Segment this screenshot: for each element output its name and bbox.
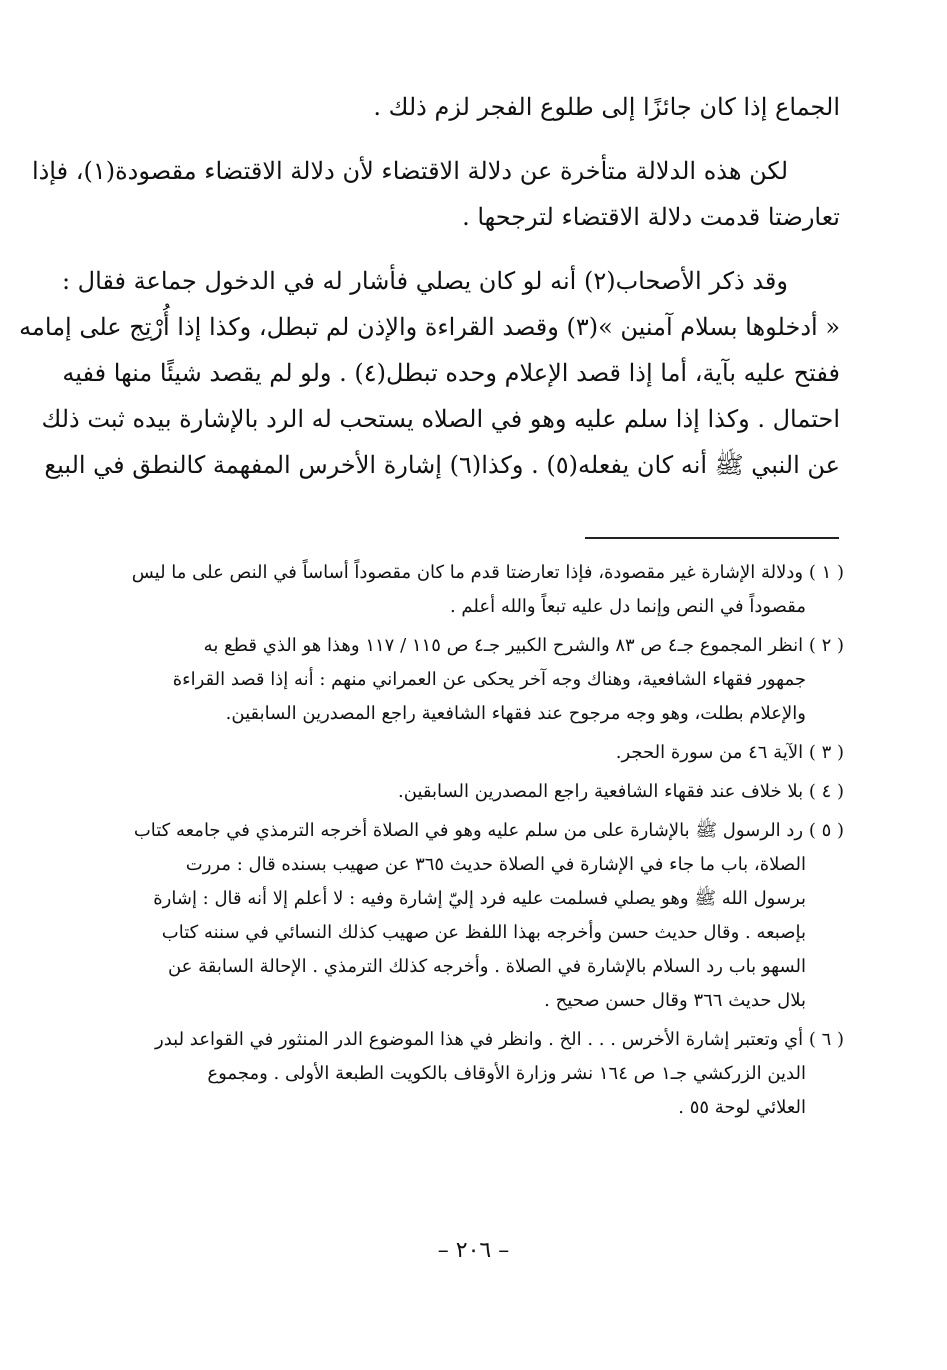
text-line: الجماع إذا كان جائزًا إلى طلوع الفجر لزم ذلك .: [373, 93, 840, 121]
footnote-divider: [585, 537, 839, 539]
footnote-line: الصلاة، باب ما جاء في الإشارة في الصلاة حديث ٣٦٥ عن صهيب بسنده قال : مررت: [185, 854, 806, 875]
paragraph: [100, 84, 840, 130]
text-line: احتمال . وكذا إذا سلم عليه وهو في الصلاه يستحب له الرد بالإشارة بيده ثبت ذلك: [41, 405, 840, 433]
paragraph: [19, 258, 840, 488]
paragraph: [31, 148, 840, 240]
footnote: [100, 629, 844, 731]
footnote-line: ( ٤ ) بلا خلاف عند فقهاء الشافعية راجع المصدرين السابقين.: [398, 781, 844, 802]
footnote-line: السهو باب رد السلام بالإشارة في الصلاة . وأخرجه كذلك الترمذي . الإحالة السابقة عن: [167, 956, 806, 977]
footnote-line: والإعلام بطلت، وهو وجه مرجوح عند فقهاء الشافعية راجع المصدرين السابقين.: [225, 703, 806, 724]
footnote-line: بإصبعه . وقال حديث حسن وأخرجه بهذا اللفظ عن صهيب كذلك النسائي في سننه كتاب: [161, 922, 806, 943]
footnote-line: العلائي لوحة ٥٥ .: [678, 1097, 806, 1118]
footnote-line: ( ١ ) ودلالة الإشارة غير مقصودة، فإذا تعارضتا قدم ما كان مقصوداً أساساً في النص على ما ليس: [131, 562, 844, 583]
footnote: [100, 556, 844, 624]
footnote-line: مقصوداً في النص وإنما دل عليه تبعاً والله أعلم .: [449, 596, 806, 617]
footnote: [100, 814, 844, 1018]
footnote: [100, 1023, 844, 1125]
footnote-line: ( ٢ ) انظر المجموع جـ٤ ص ٨٣ والشرح الكبير جـ٤ ص ١١٥ / ١١٧ وهذا هو الذي قطع به: [203, 635, 844, 656]
footnote: [100, 736, 844, 770]
footnotes: [100, 556, 844, 1130]
main-text: [19, 84, 840, 488]
page-number: – ٢٠٦ –: [437, 1238, 510, 1263]
text-line: وقد ذكر الأصحاب(٢) أنه لو كان يصلي فأشار له في الدخول جماعة فقال :: [61, 267, 788, 295]
text-line: ففتح عليه بآية، أما إذا قصد الإعلام وحده تبطل(٤) . ولو لم يقصد شيئًا منها ففيه: [62, 359, 840, 387]
footnote-line: ( ٣ ) الآية ٤٦ من سورة الحجر.: [615, 742, 844, 763]
footnote-line: الدين الزركشي جـ١ ص ١٦٤ نشر وزارة الأوقاف بالكويت الطبعة الأولى . ومجموع: [207, 1063, 806, 1084]
footnote-line: بلال حديث ٣٦٦ وقال حسن صحيح .: [544, 990, 806, 1011]
text-line: « أدخلوها بسلام آمنين »(٣) وقصد القراءة والإذن لم تبطل، وكذا إذا أُرْتِج على إمامه: [19, 313, 840, 341]
text-line: عن النبي ﷺ أنه كان يفعله(٥) . وكذا(٦) إشارة الأخرس المفهمة كالنطق في البيع: [44, 451, 840, 479]
footnote-line: ( ٥ ) رد الرسول ﷺ بالإشارة على من سلم عليه وهو في الصلاة أخرجه الترمذي في جامعه كتاب: [133, 820, 844, 841]
footnote-line: جمهور فقهاء الشافعية، وهناك وجه آخر يحكى عن العمراني منهم : أنه إذا قصد القراءة: [172, 669, 806, 690]
footnote-line: ( ٦ ) أي وتعتبر إشارة الأخرس . . . الخ . وانظر في هذا الموضوع الدر المنثور في القواعد لبدر: [155, 1029, 844, 1050]
footnote-line: برسول الله ﷺ وهو يصلي فسلمت عليه فرد إليّ إشارة وفيه : لا أعلم إلا أنه قال : إشارة: [153, 888, 806, 909]
footnote: [100, 775, 844, 809]
text-line: لكن هذه الدلالة متأخرة عن دلالة الاقتضاء لأن دلالة الاقتضاء مقصودة(١)، فإذا: [31, 157, 788, 185]
text-line: تعارضتا قدمت دلالة الاقتضاء لترجحها .: [462, 203, 840, 231]
